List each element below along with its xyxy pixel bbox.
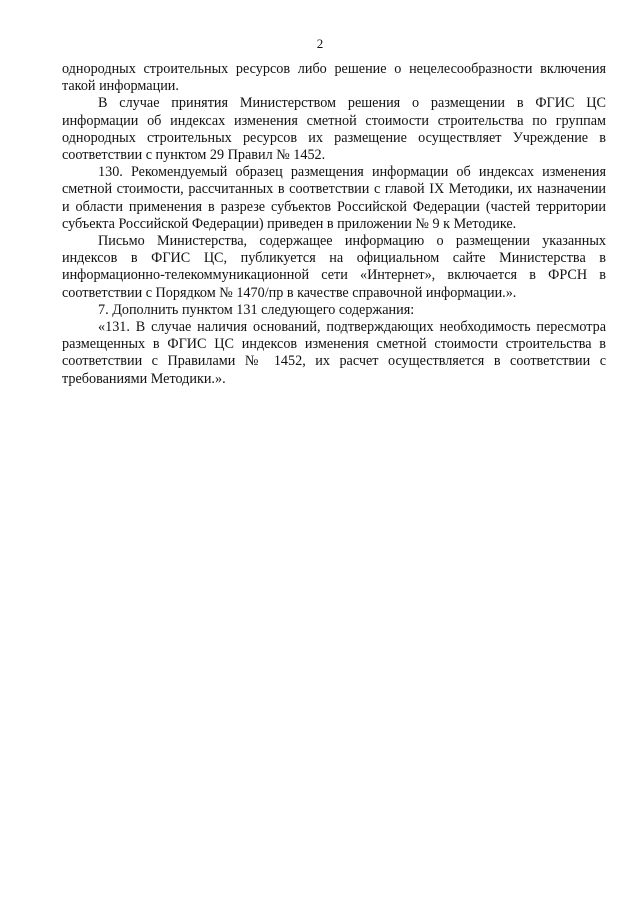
paragraph-item-130: 130. Рекомендуемый образец размещения информации об индексах изменения сметной стоимости, рассчитанных в соответствии с главой IX Методики, их назначении и области применения в разрезе субъектов Российской Федерации (частей территории субъекта Российской Федерации) приведен в приложении № 9 к Методике. bbox=[62, 164, 606, 232]
paragraph-ministry-decision: В случае принятия Министерством решения о размещении в ФГИС ЦС информации об индексах изменения сметной стоимости строительства по группам однородных строительных ресурсов их размещение осуществляет Учреждение в соответствии с пунктом 29 Правил № 1452. bbox=[62, 95, 606, 164]
paragraph-ministry-letter: Письмо Министерства, содержащее информацию о размещении указанных индексов в ФГИС ЦС, публикуется на официальном сайте Министерства в информационно-телекоммуникационной сети «Интернет», включается в ФРСН в соответствии с Порядком № 1470/пр в качестве справочной информации.». bbox=[62, 233, 606, 301]
paragraph-item-7: 7. Дополнить пунктом 131 следующего содержания: bbox=[98, 301, 415, 318]
document-body bbox=[62, 61, 606, 388]
paragraph-continuation: однородных строительных ресурсов либо решение о нецелесообразности включения такой информации. bbox=[62, 61, 606, 95]
page-number: 2 bbox=[316, 36, 324, 51]
paragraph-item-131: «131. В случае наличия оснований, подтверждающих необходимость пересмотра размещенных в ФГИС ЦС индексов изменения сметной стоимости строительства в соответствии с Правилами № 1452, их расчет осуществляется в соответствии с требованиями Методики.». bbox=[62, 319, 606, 387]
